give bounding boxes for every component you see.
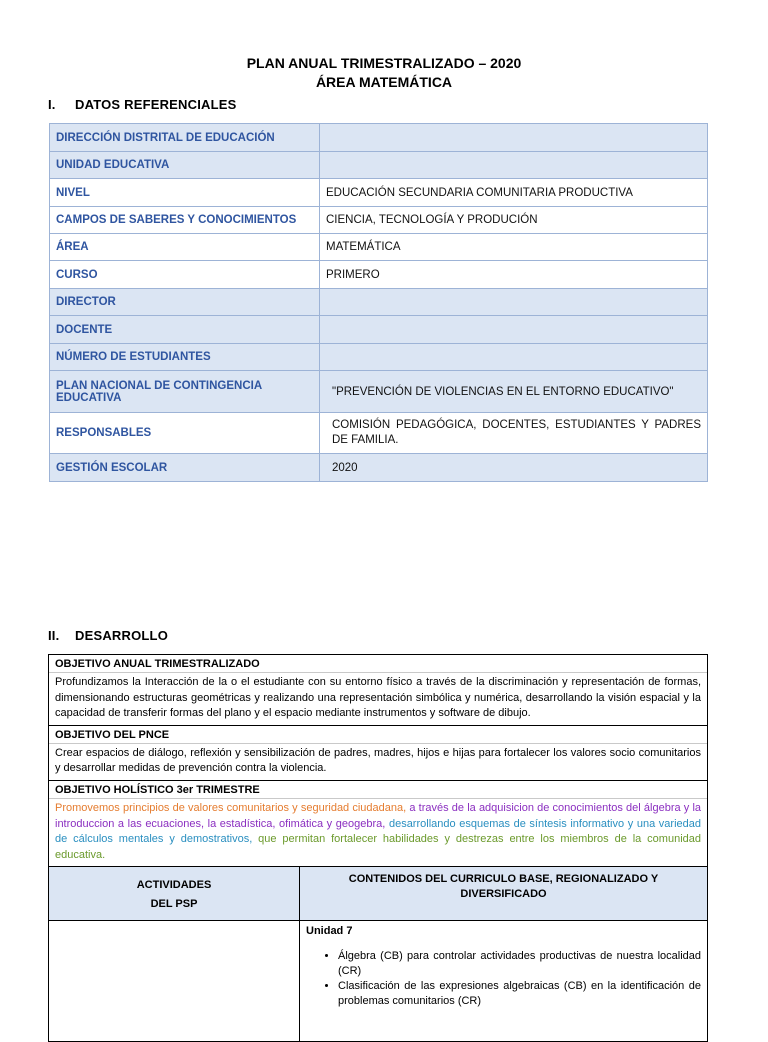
actividades-header-line2: DEL PSP [150,898,198,911]
row-label: NÚMERO DE ESTUDIANTES [50,344,320,371]
contenidos-header: CONTENIDOS DEL CURRICULO BASE, REGIONALIZADO Y DIVERSIFICADO [300,867,707,920]
table-row [50,454,708,482]
row-label: NIVEL [50,179,320,207]
actividades-header [49,867,300,920]
objetivo-holistico-text [49,799,707,867]
objetivo-pnce-header: OBJETIVO DEL PNCE [49,726,707,744]
section-number: I. [48,97,56,112]
table-row [50,179,708,207]
unit-title: Unidad 7 [306,925,353,938]
datos-referenciales-table [49,123,708,482]
table-row [50,289,708,316]
holistic-decidir: que permitan fortalecer habilidades y destrezas entre los miembros de la comunidad educativa. [55,833,701,861]
row-value [320,289,708,316]
row-value: PRIMERO [320,261,708,289]
list-item: • Clasificación de las expresiones algebraicas (CB) en la identificación de problemas comunitarios (CR) [338,979,701,1009]
content-list [306,949,701,1009]
row-label: CAMPOS DE SABERES Y CONOCIMIENTOS [50,207,320,234]
section-number: II. [48,628,60,643]
holistic-saber: a través de la adquisicion de conocimientos del álgebra y la introduccion a las ecuaciones, la estadística, ofimática y geogebra, [55,801,702,830]
table-row [50,152,708,179]
document-title: PLAN ANUAL TRIMESTRALIZADO – 2020 [246,55,522,71]
row-value [320,152,708,179]
row-value [320,316,708,344]
activities-content-row [49,921,707,1041]
holistic-ser: Promovemos principios de valores comunitarios y seguridad ciudadana, [55,801,407,814]
table-row [50,316,708,344]
document-subtitle: ÁREA MATEMÁTICA [315,74,453,90]
objetivo-anual-header: OBJETIVO ANUAL TRIMESTRALIZADO [49,655,707,673]
row-value: COMISIÓN PEDAGÓGICA, DOCENTES, ESTUDIANTES Y PADRES DE FAMILIA. [320,413,708,454]
row-label: PLAN NACIONAL DE CONTINGENCIA EDUCATIVA [50,371,320,413]
table-row [50,371,708,413]
table-row [50,344,708,371]
row-label: CURSO [50,261,320,289]
desarrollo-table [48,654,708,1042]
objetivo-anual-text: Profundizamos la Interacción de la o el estudiante con su entorno físico a través de la discriminación y representación de formas, dimensionando estructuras geométricas y realizando una representación simbólica y numérica, desarrollando la visión espacial y la capacidad de transferir formas del plano y el espacio mediante instrumentos y software de dibujo. [49,673,707,726]
table-row [50,124,708,152]
row-value: EDUCACIÓN SECUNDARIA COMUNITARIA PRODUCTIVA [320,179,708,207]
row-value: MATEMÁTICA [320,234,708,261]
row-label: DIRECCIÓN DISTRITAL DE EDUCACIÓN [50,124,320,152]
row-label: ÁREA [50,234,320,261]
row-value: 2020 [320,454,708,482]
row-value [320,344,708,371]
row-label: DIRECTOR [50,289,320,316]
objetivo-pnce-text: Crear espacios de diálogo, reflexión y sensibilización de padres, madres, hijos e hijas para fortalecer los valores socio comunitarios y desarrollar medidas de prevención contra la violencia. [49,744,707,781]
contenidos-cell [300,921,707,1041]
row-value: CIENCIA, TECNOLOGÍA Y PRODUCIÓN [320,207,708,234]
activities-header-row [49,867,707,921]
section-title: DATOS REFERENCIALES [75,97,237,112]
row-value [320,124,708,152]
table-row [50,207,708,234]
section-heading-datos [48,97,237,112]
actividades-header-line1: ACTIVIDADES [136,879,212,892]
list-item: • Álgebra (CB) para controlar actividades productivas de nuestra localidad (CR) [338,949,701,979]
row-label: GESTIÓN ESCOLAR [50,454,320,482]
section-title: DESARROLLO [75,628,168,643]
table-row [50,234,708,261]
row-label: DOCENTE [50,316,320,344]
actividades-cell [49,921,300,1041]
table-row [50,261,708,289]
section-heading-desarrollo [48,628,168,643]
row-value: "PREVENCIÓN DE VIOLENCIAS EN EL ENTORNO EDUCATIVO" [320,371,708,413]
row-label: RESPONSABLES [50,413,320,454]
objetivo-holistico-header: OBJETIVO HOLÍSTICO 3er TRIMESTRE [49,781,707,799]
row-label: UNIDAD EDUCATIVA [50,152,320,179]
holistic-hacer: desarrollando esquemas de síntesis informativo y una variedad de cálculos mentales y demostrativos, [55,817,701,846]
table-row [50,413,708,454]
